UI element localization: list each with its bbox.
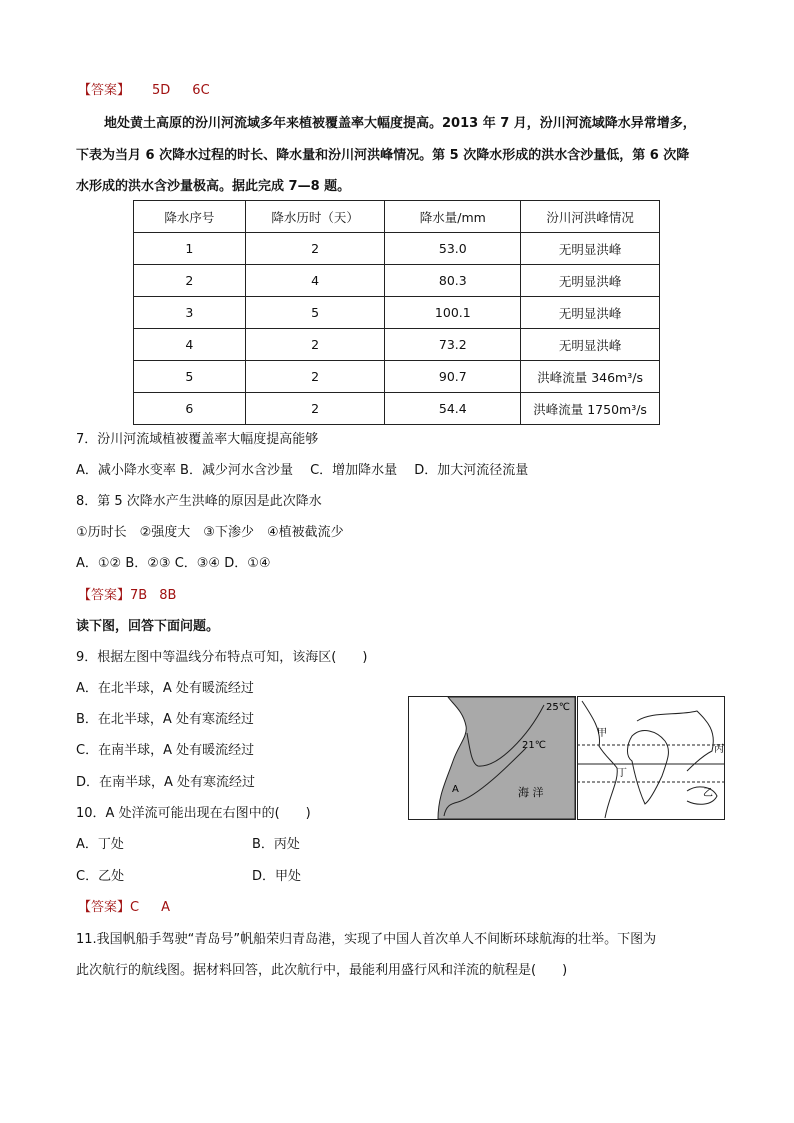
answer-5-6 [78,82,210,100]
table-row [134,265,660,297]
table-header-row [134,201,660,233]
q10-option: C．乙处 [76,869,125,884]
q10-option: D．甲处 [252,869,302,884]
answer-label: 【答案】 [78,83,131,98]
table-header: 汾川河洪峰情况 [521,201,660,233]
table-cell: 3 [134,297,246,329]
table-cell: 6 [134,393,246,425]
q10-option: A．丁处 [76,837,124,852]
table-cell: 54.4 [385,393,521,425]
q11-line: 此次航行的航线图。据材料回答，此次航行中，最能利用盛行风和洋流的航程是( ) [76,963,568,978]
label-a: A [452,784,459,795]
answer-7-8 [78,587,176,605]
label-21: 21℃ [522,740,546,751]
table-cell: 5 [245,297,385,329]
q9-option: A．在北半球，A 处有暖流经过 [76,681,254,696]
label-yi: 乙 [703,788,713,799]
table-header: 降水量/mm [385,201,521,233]
label-ding: 丁 [617,768,627,779]
table-cell: 4 [134,329,246,361]
intro-line: 水形成的洪水含沙量极高。据此完成 7—8 题。 [76,179,351,194]
q8-items: ①历时长 ②强度大 ③下渗少 ④植被截流少 [76,525,344,540]
table-row [134,329,660,361]
table-cell: 无明显洪峰 [521,329,660,361]
q9-option: C．在南半球，A 处有暖流经过 [76,743,255,758]
table-cell: 1 [134,233,246,265]
label-25: 25℃ [546,702,570,713]
table-cell: 2 [245,329,385,361]
rainfall-table [133,200,660,425]
table-cell: 2 [245,393,385,425]
table-cell: 无明显洪峰 [521,233,660,265]
world-map-figure [577,696,725,820]
table-cell: 4 [245,265,385,297]
label-ocean: 海 洋 [518,786,544,799]
q10-option: B．丙处 [252,837,300,852]
table-cell: 无明显洪峰 [521,265,660,297]
answer-value: 8B [159,588,177,603]
table-cell: 洪峰流量 1750m³/s [521,393,660,425]
answer-value: 7B [130,588,148,603]
table-cell: 2 [245,361,385,393]
table-header: 降水历时（天） [245,201,385,233]
table-cell: 73.2 [385,329,521,361]
table-row [134,297,660,329]
answer-value: A [161,900,170,915]
table-cell: 洪峰流量 346m³/s [521,361,660,393]
q7-options: A．减小降水变率 B．减少河水含沙量 C．增加降水量 D．加大河流径流量 [76,463,529,478]
intro-line: 地处黄土高原的汾川河流域多年来植被覆盖率大幅度提高。2013 年 7 月，汾川河流域降水异常增多， [104,116,696,131]
table-cell: 2 [134,265,246,297]
answer-label: 【答案】 [78,900,131,915]
q8-options: A．①② B．②③ C．③④ D．①④ [76,556,271,571]
table-cell: 5 [134,361,246,393]
q9-option: B．在北半球，A 处有寒流经过 [76,712,254,727]
q7-stem: 7．汾川河流域植被覆盖率大幅度提高能够 [76,432,319,447]
intro-line: 下表为当月 6 次降水过程的时长、降水量和汾川河洪峰情况。第 5 次降水形成的洪水含沙量低，第 6 次降 [76,148,690,163]
table-cell: 53.0 [385,233,521,265]
answer-label: 【答案】 [78,588,131,603]
table-cell: 无明显洪峰 [521,297,660,329]
q9-stem: 9．根据左图中等温线分布特点可知，该海区( ) [76,650,368,665]
table-cell: 90.7 [385,361,521,393]
label-jia: 甲 [597,728,607,739]
q10-stem: 10．A 处洋流可能出现在右图中的( ) [76,806,311,821]
table-row [134,361,660,393]
read-instruction: 读下图，回答下面问题。 [76,619,220,634]
table-row [134,233,660,265]
table-cell: 100.1 [385,297,521,329]
q8-stem: 8．第 5 次降水产生洪峰的原因是此次降水 [76,494,322,509]
table-row [134,393,660,425]
label-bing: 丙 [714,744,724,755]
table-cell: 2 [245,233,385,265]
q11-line: 11.我国帆船手驾驶“青岛号”帆船荣归青岛港，实现了中国人首次单人不间断环球航海的壮举。下图为 [76,932,657,947]
q9-option: D．在南半球，A 处有寒流经过 [76,775,256,790]
answer-value: C [130,900,140,915]
table-header: 降水序号 [134,201,246,233]
table-cell: 80.3 [385,265,521,297]
isotherm-figure [408,696,576,820]
answer-value: 6C [192,83,210,98]
answer-value: 5D [152,83,171,98]
answer-9-10 [78,899,170,917]
